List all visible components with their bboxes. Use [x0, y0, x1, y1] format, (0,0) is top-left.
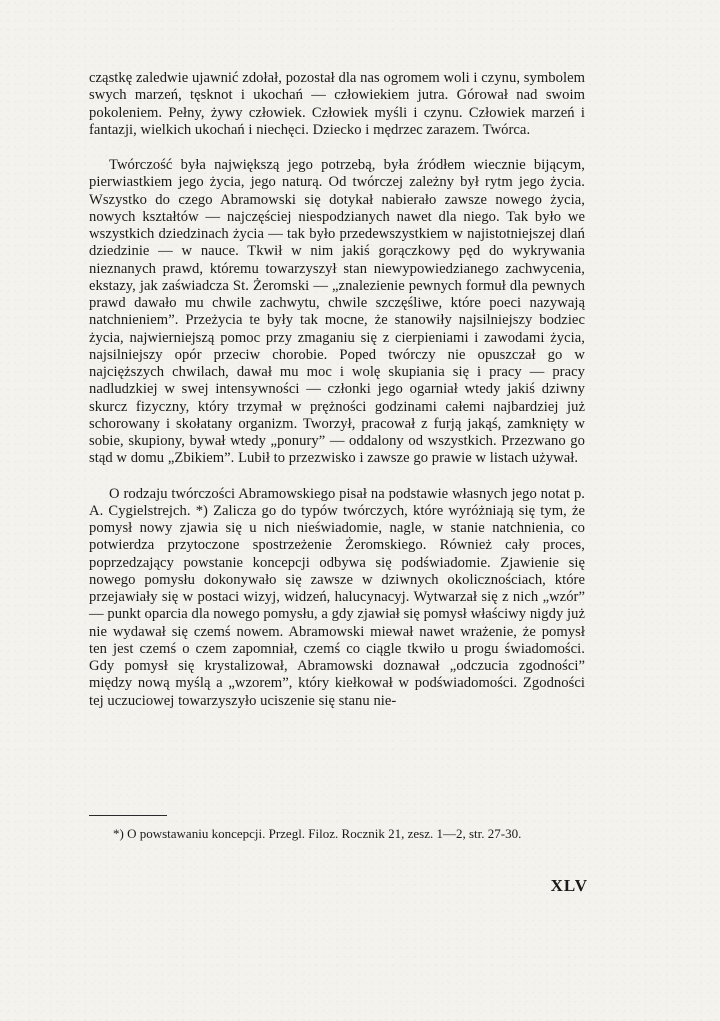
footnote-divider [89, 815, 167, 816]
paragraph-continued: cząstkę zaledwie ujawnić zdołał, pozostał dla nas ogromem woli i czynu, symbolem swych marzeń, tęsknot i ukochań — człowiekiem jutra. Górował nad swoim pokoleniem. Pełny, żywy człowiek. Człowiek myśli i czynu. Człowiek marzeń i fantazji, wielkich ukochań i niechęci. Dziecko i mędrzec zarazem. Twórca. [89, 70, 585, 138]
page-number: XLV [550, 876, 588, 895]
paragraph-creativity: Twórczość była największą jego potrzebą, była źródłem wiecznie bijącym, pierwiastkiem jego życia, jego naturą. Od twórczej zależny był rytm jego życia. Wszystko do czego Abramowski się dotykał nabierało zawsze nowego życia, nowych kształtów — najczęściej niespodzianych nawet dla niego. Tak było we wszystkich dziedzinach życia — tak było przedewszystkiem w najistotniejszej dlań dziedzinie — w nauce. Tkwił w nim jakiś gorączkowy pęd do wykrywania nieznanych prawd, któremu towarzyszył stan niewypowiedzianego zachwycenia, ekstazy, jak zaświadcza St. Żeromski — „znalezienie pewnych formuł dla pewnych prawd dawało mu chwile zachwytu, chwile szczęśliwe, które poeci nazywają natchnieniem”. Przeżycia te były tak mocne, że stanowiły najsilniejszy bodziec życia, najwierniejszą pomoc przy zmaganiu się z cierpieniami i zawodami życia, najsilniejszy opór przeciw chorobie. Poped twórczy nie opuszczał go w najcięższych chwilach, dawał mu moc i wolę skupiania się i pracy — pracy nadludzkiej w swej intensywności — członki jego ogarniał wtedy jakiś dziwny skurcz fizyczny, który trzymał w prężności godzinami całemi najbardziej już schorowany i skołatany organizm. Tworzył, pracował z furją jakąś, zamknięty w sobie, skupiony, bywał wtedy „ponury” — oddalony od wszystkich. Przezwano go stąd w domu „Zbikiem”. Lubił to przezwisko i zawsze go prawie w listach używał. [89, 157, 585, 467]
footnote [89, 826, 585, 842]
paragraph-creative-type: O rodzaju twórczości Abramowskiego pisał na podstawie własnych jego notat p. A. Cygielstrejch. *) Zalicza go do typów twórczych, które wyróżniają się tym, że pomysł nowy zjawia się u nich nieświadomie, nagle, w stanie natchnienia, co potwierdza przytoczone spostrzeżenie Żeromskiego. Również cały proces, poprzedzający powstanie koncepcji odbywa się podświadomie. Zjawienie się nowego pomysłu dokonywało się zawsze w dziwnych okolicznościach, które przejawiały się w postaci wizyj, widzeń, halucynacyj. Wytwarzał się z nich „wzór” — punkt oparcia dla nowego pomysłu, a gdy zjawiał się pomysł właściwy nigdy już nie wydawał się czemś nowem. Abramowski miewał nawet wrażenie, że pomysł ten jest czemś o czem zapomniał, czemś co ciągle tkwiło u progu świadomości. Gdy pomysł się krystalizował, Abramowski doznawał „odczucia zgodności” między nową myślą a „wzorem”, który kiełkował w podświadomości. Zgodności tej uczuciowej towarzyszyło uciszenie się stanu nie- [89, 485, 585, 709]
footnote-text: *) O powstawaniu koncepcji. Przegl. Filoz. Rocznik 21, zesz. 1—2, str. 27-30. [113, 826, 522, 841]
body-text [89, 70, 585, 710]
